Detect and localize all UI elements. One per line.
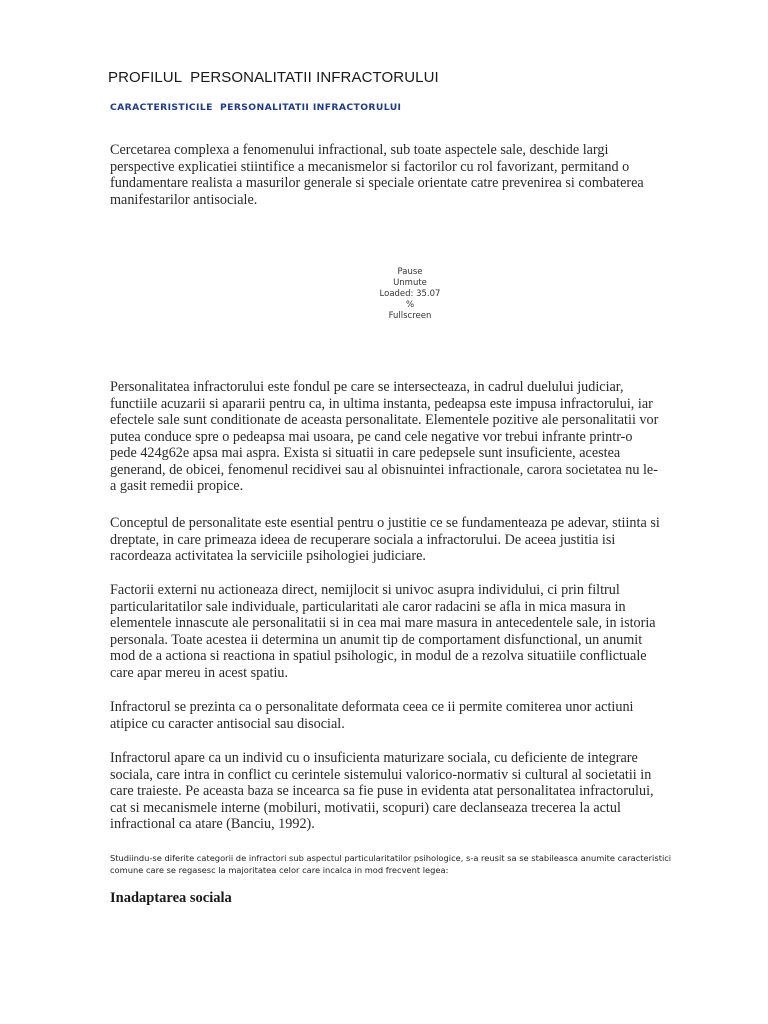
paragraph-line: elementele innascute ale personalitatii si in cea mai mare masura in antecedentele sale, in istoria bbox=[110, 615, 656, 631]
unmute-button[interactable]: Unmute bbox=[393, 278, 427, 288]
paragraph-social-maturity bbox=[110, 750, 715, 833]
paragraph-external-factors bbox=[110, 582, 715, 681]
paragraph-line: putea conduce spre o pedeapsa mai usoara, pe cand cele negative vor trebui infrante printr-o bbox=[110, 428, 633, 445]
small-note-paragraph bbox=[110, 852, 720, 876]
paragraph-line: Factorii externi nu actioneaza direct, nemijlocit si univoc asupra individului, ci prin filtrul bbox=[110, 582, 620, 598]
paragraph-personality-concept bbox=[110, 515, 715, 565]
paragraph-line: Infractorul se prezinta ca o personalitate deformata ceea ce ii permite comiterea unor actiuni bbox=[110, 699, 634, 715]
page-title: PROFILUL PERSONALITATII INFRACTORULUI bbox=[108, 69, 439, 86]
paragraph-line: generand, de obicei, fenomenul recidivei sau al obisnuintei infractionale, carora societatea nu le- bbox=[110, 461, 658, 478]
paragraph-line: manifestarilor antisociale. bbox=[110, 191, 258, 208]
paragraph-line: perspective explicatiei stiintifice a mecanismelor si factorilor cu rol favorizant, permitand o bbox=[110, 158, 630, 175]
paragraph-line: Cercetarea complexa a fenomenului infractional, sub toate aspectele sale, deschide largi bbox=[110, 142, 609, 158]
paragraph-line: cat si mecanismele interne (mobiluri, motivatii, scopuri) care declanseaza trecerea la actul bbox=[110, 799, 621, 816]
section-subtitle: CARACTERISTICILE PERSONALITATII INFRACTORULUI bbox=[110, 102, 402, 113]
fullscreen-button[interactable]: Fullscreen bbox=[388, 311, 432, 321]
paragraph-line: sociala, care intra in conflict cu cerintele sistemului valorico-normativ si cultural al societatii in bbox=[110, 766, 652, 783]
loaded-percent-sign: % bbox=[405, 300, 415, 310]
paragraph-line: fundamentare realista a masurilor generale si speciale orientate catre prevenirea si combaterea bbox=[110, 175, 644, 191]
paragraph-line: care apar mereu in acest spatiu. bbox=[110, 664, 289, 681]
paragraph-deformed-personality bbox=[110, 699, 715, 732]
paragraph-line: Infractorul apare ca un individ cu o insuficienta maturizare sociala, cu deficiente de integrare bbox=[110, 750, 638, 766]
paragraph-line: racordeaza activitatea la serviciile psihologiei judiciare. bbox=[110, 548, 426, 564]
paragraph-line: personala. Toate acestea ii determina un anumit tip de comportament disfunctional, un anumit bbox=[110, 631, 643, 648]
paragraph-line: comune care se regasesc la majoritatea celor care incalca in mod frecvent legea: bbox=[110, 865, 449, 875]
pause-button[interactable]: Pause bbox=[397, 267, 423, 277]
paragraph-line: care traieste. Pe aceasta baza se incearca sa fie puse in evidenta atat personalitatea infractorului, bbox=[110, 783, 654, 799]
paragraph-line: Conceptul de personalitate este esential pentru o justitie ce se fundamenteaza pe adevar, stiinta si bbox=[110, 515, 660, 531]
paragraph-line: atipice cu caracter antisocial sau disocial. bbox=[110, 715, 345, 732]
paragraph-personality-background bbox=[110, 379, 715, 495]
paragraph-line: functiile acuzarii si apararii pentru ca, in ultima instanta, pedeapsa este impusa infractorului, iar bbox=[110, 395, 653, 412]
intro-paragraph bbox=[110, 142, 715, 208]
paragraph-line: pede 424g62e apsa mai aspra. Exista si situatii in care pedepsele sunt insuficiente, acestea bbox=[110, 445, 621, 461]
paragraph-line: Studiindu-se diferite categorii de infractori sub aspectul particularitatilor psihologice, s-a reusit sa se stabileasca anumite caracteristici bbox=[110, 853, 672, 863]
paragraph-line: a gasit remedii propice. bbox=[110, 478, 244, 494]
paragraph-line: dreptate, in care primeaza ideea de recuperare sociala a infractorului. De aceea justitia isi bbox=[110, 531, 616, 548]
paragraph-line: infractional ca atare (Banciu, 1992). bbox=[110, 816, 315, 832]
paragraph-line: efectele sale sunt conditionate de aceasta personalitate. Elementele pozitive ale personalitatii vor bbox=[110, 412, 659, 428]
section-heading: Inadaptarea sociala bbox=[110, 890, 232, 906]
loaded-progress-text: Loaded: 35.07 bbox=[379, 289, 441, 299]
paragraph-line: particularitatilor sale individuale, particularitati ale caror radacini se afla in mica masura in bbox=[110, 598, 626, 615]
paragraph-line: mod de a actiona si reactiona in spatiul psihologic, in modul de a rezolva situatiile conflictuale bbox=[110, 648, 647, 664]
media-player-controls bbox=[300, 267, 520, 322]
paragraph-line: Personalitatea infractorului este fondul pe care se intersecteaza, in cadrul duelului judiciar, bbox=[110, 379, 624, 395]
